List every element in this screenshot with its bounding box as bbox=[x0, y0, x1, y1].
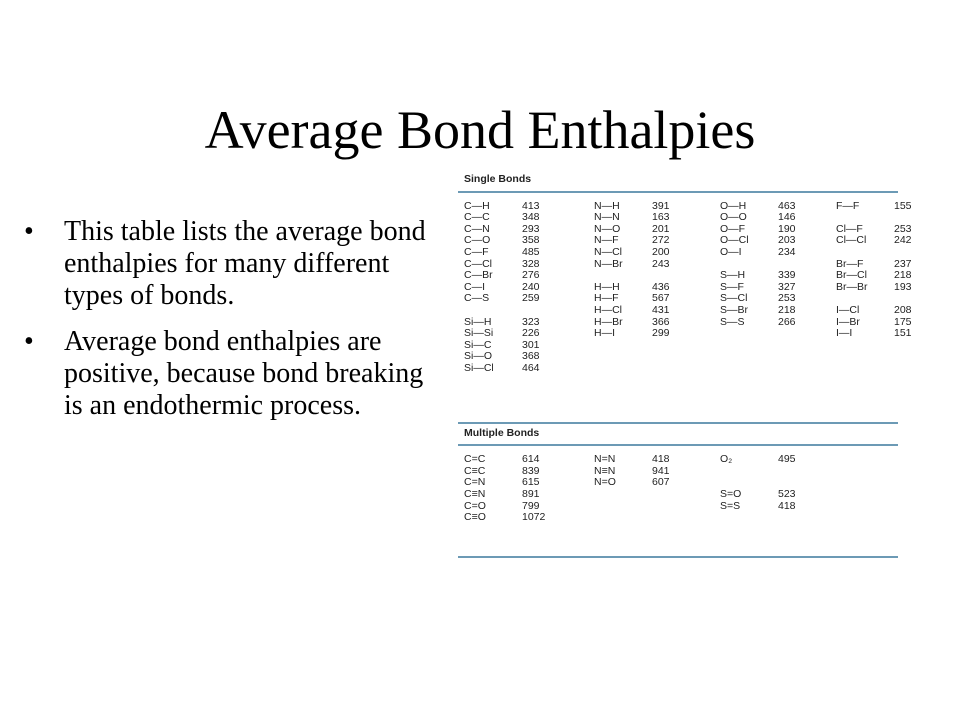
bond-label: F—F bbox=[836, 199, 860, 212]
bond-enthalpy-value: 368 bbox=[522, 350, 540, 363]
bond-label: N—Cl bbox=[594, 245, 622, 258]
bond-label: Si—H bbox=[464, 315, 492, 328]
bond-row bbox=[836, 328, 924, 340]
bond-label: Cl—F bbox=[836, 222, 863, 235]
bond-enthalpy-value: 226 bbox=[522, 327, 540, 340]
bond-enthalpy-value: 266 bbox=[778, 315, 796, 328]
bond-enthalpy-value: 799 bbox=[522, 499, 540, 512]
bond-enthalpy-value: 151 bbox=[894, 327, 912, 340]
bullet-item bbox=[24, 326, 444, 422]
bullet-marker: • bbox=[24, 216, 34, 247]
bond-label: Si—C bbox=[464, 338, 492, 351]
bond-label: S—Cl bbox=[720, 292, 748, 305]
bond-label: C—N bbox=[464, 222, 490, 235]
bond-enthalpy-value: 299 bbox=[652, 327, 670, 340]
bond-enthalpy-value: 431 bbox=[652, 303, 670, 316]
bond-row bbox=[720, 247, 808, 259]
bond-enthalpy-value: 163 bbox=[652, 211, 670, 224]
bond-label: S=O bbox=[720, 487, 742, 500]
bond-label: I—I bbox=[836, 327, 853, 340]
row-gap bbox=[720, 466, 808, 478]
bond-row bbox=[720, 317, 808, 329]
bond-row bbox=[720, 305, 808, 317]
bond-label: O—H bbox=[720, 199, 747, 212]
bond-row bbox=[464, 363, 552, 375]
multiple_columns-column bbox=[464, 454, 552, 524]
bond-enthalpy-value: 272 bbox=[652, 234, 670, 247]
bond-row bbox=[720, 489, 808, 501]
single-bonds-header: Single Bonds bbox=[458, 170, 898, 193]
bond-label: C—I bbox=[464, 280, 485, 293]
bond-label: N—O bbox=[594, 222, 621, 235]
bullet-list bbox=[24, 216, 444, 436]
bond-enthalpy-value: 203 bbox=[778, 234, 796, 247]
bond-enthalpy-value: 607 bbox=[652, 476, 670, 489]
bond-enthalpy-value: 253 bbox=[894, 222, 912, 235]
bond-row bbox=[720, 501, 808, 513]
bond-enthalpy-value: 615 bbox=[522, 476, 540, 489]
bond-enthalpy-value: 485 bbox=[522, 245, 540, 258]
bond-enthalpy-value: 323 bbox=[522, 315, 540, 328]
bullet-item bbox=[24, 216, 444, 312]
bond-label: O₂ bbox=[720, 453, 733, 466]
bond-row bbox=[464, 270, 552, 282]
bond-row bbox=[720, 270, 808, 282]
bond-row bbox=[836, 305, 924, 317]
bond-row bbox=[594, 259, 682, 271]
bond-enthalpy-value: 567 bbox=[652, 292, 670, 305]
bond-label: O—I bbox=[720, 245, 742, 258]
bond-label: C—Br bbox=[464, 269, 493, 282]
bond-enthalpy-value: 201 bbox=[652, 222, 670, 235]
bond-row bbox=[464, 512, 552, 524]
bond-enthalpy-value: 464 bbox=[522, 361, 540, 374]
bond-enthalpy-value: 175 bbox=[894, 315, 912, 328]
bond-enthalpy-value: 208 bbox=[894, 303, 912, 316]
bond-label: C≡O bbox=[464, 511, 486, 524]
bond-enthalpy-value: 366 bbox=[652, 315, 670, 328]
bond-enthalpy-value: 348 bbox=[522, 211, 540, 224]
single_columns-column bbox=[720, 201, 808, 329]
bond-enthalpy-value: 327 bbox=[778, 280, 796, 293]
bond-label: N—F bbox=[594, 234, 619, 247]
bond-label: C—Cl bbox=[464, 257, 492, 270]
bond-label: H—H bbox=[594, 280, 620, 293]
bond-row bbox=[720, 454, 808, 466]
bond-label: Si—Si bbox=[464, 327, 494, 340]
bond-row bbox=[464, 293, 552, 305]
bond-label: C—H bbox=[464, 199, 490, 212]
bond-label: I—Cl bbox=[836, 303, 860, 316]
bond-label: S—S bbox=[720, 315, 745, 328]
bond-label: N—Br bbox=[594, 257, 623, 270]
bond-row bbox=[836, 235, 924, 247]
bond-label: N—N bbox=[594, 211, 620, 224]
bond-label: N=O bbox=[594, 476, 616, 489]
bond-label: I—Br bbox=[836, 315, 860, 328]
bond-enthalpy-value: 328 bbox=[522, 257, 540, 270]
bond-row bbox=[464, 247, 552, 259]
bond-enthalpy-value: 190 bbox=[778, 222, 796, 235]
bond-enthalpy-value: 218 bbox=[778, 303, 796, 316]
single_columns-column bbox=[594, 201, 682, 340]
bond-row bbox=[836, 282, 924, 294]
bond-enthalpy-value: 614 bbox=[522, 453, 540, 466]
bond-label: C≡C bbox=[464, 464, 486, 477]
bond-enthalpy-value: 276 bbox=[522, 269, 540, 282]
bond-enthalpy-value: 523 bbox=[778, 487, 796, 500]
multiple_columns-column bbox=[594, 454, 682, 489]
bond-label: C—F bbox=[464, 245, 489, 258]
bond-label: C—C bbox=[464, 211, 490, 224]
bond-row bbox=[836, 270, 924, 282]
bond-row bbox=[836, 201, 924, 213]
bond-enthalpy-value: 495 bbox=[778, 453, 796, 466]
bond-enthalpy-value: 418 bbox=[652, 453, 670, 466]
bond-label: S=S bbox=[720, 499, 741, 512]
row-gap bbox=[594, 270, 682, 282]
bond-label: C≡N bbox=[464, 487, 486, 500]
bond-label: O—F bbox=[720, 222, 746, 235]
bond-enthalpy-value: 839 bbox=[522, 464, 540, 477]
bond-enthalpy-value: 234 bbox=[778, 245, 796, 258]
bullet-marker: • bbox=[24, 326, 34, 357]
bond-label: N≡N bbox=[594, 464, 616, 477]
bond-row bbox=[594, 477, 682, 489]
bond-row bbox=[464, 489, 552, 501]
bond-enthalpy-value: 941 bbox=[652, 464, 670, 477]
slide-title: Average Bond Enthalpies bbox=[204, 100, 756, 160]
bond-enthalpy-value: 418 bbox=[778, 499, 796, 512]
bond-enthalpy-value: 242 bbox=[894, 234, 912, 247]
bond-label: H—F bbox=[594, 292, 619, 305]
bond-label: Cl—Cl bbox=[836, 234, 867, 247]
bond-label: S—Br bbox=[720, 303, 749, 316]
bond-enthalpy-value: 301 bbox=[522, 338, 540, 351]
bond-label: H—Br bbox=[594, 315, 623, 328]
bond-enthalpy-value: 436 bbox=[652, 280, 670, 293]
bond-enthalpy-value: 339 bbox=[778, 269, 796, 282]
single-bonds-section bbox=[458, 193, 912, 424]
bond-enthalpy-value: 240 bbox=[522, 280, 540, 293]
bond-enthalpy-value: 253 bbox=[778, 292, 796, 305]
bond-label: O—O bbox=[720, 211, 747, 224]
bond-label: Br—F bbox=[836, 257, 864, 270]
bond-enthalpy-value: 463 bbox=[778, 199, 796, 212]
bond-label: N—H bbox=[594, 199, 620, 212]
bond-row bbox=[464, 328, 552, 340]
bond-enthalpy-value: 193 bbox=[894, 280, 912, 293]
bond-label: S—H bbox=[720, 269, 746, 282]
bond-enthalpy-value: 1072 bbox=[522, 511, 546, 524]
row-gap bbox=[464, 305, 552, 317]
bond-enthalpy-value: 891 bbox=[522, 487, 540, 500]
bond-label: Si—Cl bbox=[464, 361, 494, 374]
bullet-text: This table lists the average bond enthalpies for many different types of bonds. bbox=[64, 216, 426, 311]
bond-enthalpy-value: 237 bbox=[894, 257, 912, 270]
bond-enthalpy-value: 155 bbox=[894, 199, 912, 212]
bond-label: O—Cl bbox=[720, 234, 749, 247]
single_columns-column bbox=[836, 201, 924, 340]
bond-label: H—Cl bbox=[594, 303, 622, 316]
bond-row bbox=[594, 305, 682, 317]
bond-enthalpy-value: 146 bbox=[778, 211, 796, 224]
bond-label: C—O bbox=[464, 234, 491, 247]
bond-enthalpy-value: 243 bbox=[652, 257, 670, 270]
bond-enthalpy-table bbox=[458, 170, 960, 558]
bond-enthalpy-value: 200 bbox=[652, 245, 670, 258]
multiple-bonds-section bbox=[458, 446, 898, 558]
bond-enthalpy-value: 218 bbox=[894, 269, 912, 282]
bond-label: C—S bbox=[464, 292, 490, 305]
bond-label: N=N bbox=[594, 453, 616, 466]
bond-label: C=C bbox=[464, 453, 486, 466]
bond-label: H—I bbox=[594, 327, 615, 340]
row-gap bbox=[836, 247, 924, 259]
bond-label: C=N bbox=[464, 476, 486, 489]
bond-label: Si—O bbox=[464, 350, 493, 363]
bond-enthalpy-value: 358 bbox=[522, 234, 540, 247]
bond-row bbox=[594, 247, 682, 259]
bond-label: Br—Br bbox=[836, 280, 868, 293]
bond-enthalpy-value: 413 bbox=[522, 199, 540, 212]
multiple-bonds-header: Multiple Bonds bbox=[458, 424, 898, 447]
bond-label: Br—Cl bbox=[836, 269, 867, 282]
bullet-text: Average bond enthalpies are positive, because bond breaking is an endothermic process. bbox=[64, 326, 424, 421]
bond-enthalpy-value: 391 bbox=[652, 199, 670, 212]
bond-label: S—F bbox=[720, 280, 744, 293]
bond-row bbox=[594, 328, 682, 340]
bond-label: C=O bbox=[464, 499, 486, 512]
bond-enthalpy-value: 293 bbox=[522, 222, 540, 235]
multiple_columns-column bbox=[720, 454, 808, 512]
bond-enthalpy-value: 259 bbox=[522, 292, 540, 305]
single_columns-column bbox=[464, 201, 552, 375]
